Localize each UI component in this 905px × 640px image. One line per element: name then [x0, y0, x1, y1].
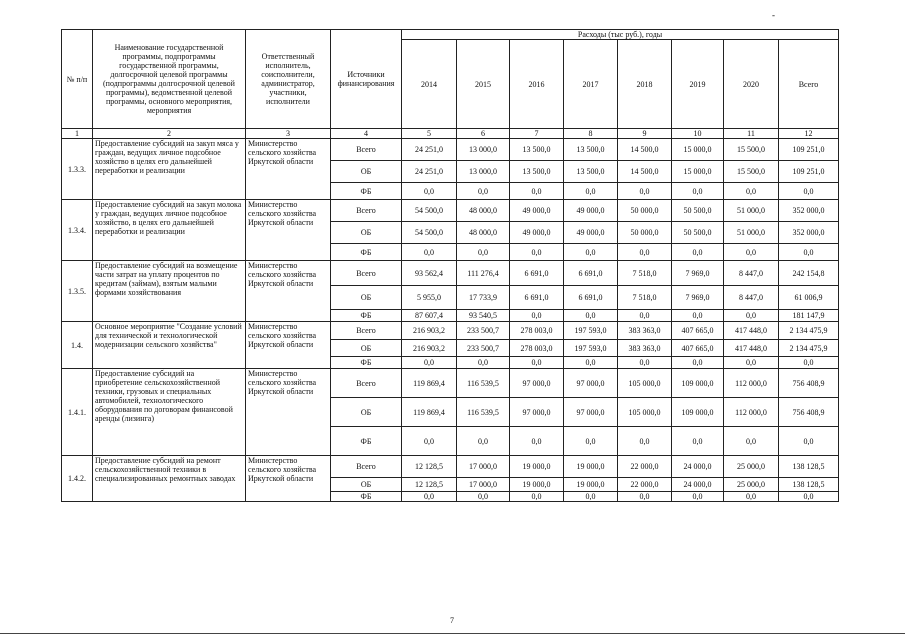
year-value-cell: 0,0: [618, 244, 672, 261]
year-value-cell: 0,0: [510, 357, 564, 369]
item-number: 1.4.2.: [62, 456, 93, 502]
year-value-cell: 0,0: [564, 183, 618, 200]
column-number: 12: [779, 129, 839, 139]
year-value-cell: 278 003,0: [510, 322, 564, 340]
year-value-cell: 0,0: [618, 183, 672, 200]
year-value-cell: 13 500,0: [510, 161, 564, 183]
funding-source: ФБ: [331, 310, 402, 322]
year-value-cell: 87 607,4: [402, 310, 457, 322]
year-value-cell: 0,0: [672, 427, 724, 456]
year-value-cell: 0,0: [724, 244, 779, 261]
year-value-cell: 48 000,0: [457, 200, 510, 222]
page-number: 7: [450, 616, 454, 625]
funding-source: ФБ: [331, 492, 402, 502]
year-value-cell: 407 665,0: [672, 340, 724, 357]
funding-source: Всего: [331, 456, 402, 478]
column-number: 1: [62, 129, 93, 139]
year-value-cell: 19 000,0: [564, 456, 618, 478]
funding-source: ФБ: [331, 244, 402, 261]
column-number: 2: [93, 129, 246, 139]
total-cell: 0,0: [779, 357, 839, 369]
year-value-cell: 0,0: [724, 310, 779, 322]
total-cell: 61 006,9: [779, 286, 839, 310]
header-year: Всего: [779, 40, 839, 129]
year-value-cell: 0,0: [672, 183, 724, 200]
item-name: Предоставление субсидий на закуп молока у граждан, ведущих личное подсобное хозяйство, в целях его дальнейшей переработки и реализации: [93, 200, 246, 261]
year-value-cell: 13 000,0: [457, 139, 510, 161]
total-cell: 109 251,0: [779, 139, 839, 161]
expenditure-table: [61, 29, 839, 502]
total-cell: 138 128,5: [779, 456, 839, 478]
funding-source: Всего: [331, 139, 402, 161]
year-value-cell: 197 593,0: [564, 340, 618, 357]
total-cell: 756 408,9: [779, 369, 839, 398]
year-value-cell: 0,0: [510, 427, 564, 456]
table-row: [62, 200, 839, 222]
column-number: 3: [246, 129, 331, 139]
total-cell: 2 134 475,9: [779, 322, 839, 340]
item-responsible: Министерство сельского хозяйства Иркутской области: [246, 369, 331, 456]
year-value-cell: 50 500,0: [672, 222, 724, 244]
year-value-cell: 0,0: [672, 357, 724, 369]
year-value-cell: 216 903,2: [402, 340, 457, 357]
year-value-cell: 112 000,0: [724, 398, 779, 427]
year-value-cell: 49 000,0: [564, 222, 618, 244]
item-name: Предоставление субсидий на закуп мяса у граждан, ведущих личное подсобное хозяйство в целях его дальнейшей переработки и реализации: [93, 139, 246, 200]
header-year: 2017: [564, 40, 618, 129]
year-value-cell: 0,0: [457, 357, 510, 369]
year-value-cell: 97 000,0: [564, 369, 618, 398]
header-year: 2014: [402, 40, 457, 129]
year-value-cell: 93 540,5: [457, 310, 510, 322]
header-expenses: Расходы (тыс руб.), годы: [402, 30, 839, 40]
year-value-cell: 7 518,0: [618, 261, 672, 286]
total-cell: 0,0: [779, 427, 839, 456]
year-value-cell: 0,0: [564, 244, 618, 261]
year-value-cell: 119 869,4: [402, 398, 457, 427]
year-value-cell: 22 000,0: [618, 478, 672, 492]
year-value-cell: 14 500,0: [618, 161, 672, 183]
year-value-cell: 97 000,0: [564, 398, 618, 427]
item-name: Основное мероприятие "Создание условий для технической и технологической модернизации сельского хозяйства": [93, 322, 246, 369]
year-value-cell: 0,0: [457, 244, 510, 261]
item-number: 1.4.: [62, 322, 93, 369]
column-number: 6: [457, 129, 510, 139]
item-number: 1.4.1.: [62, 369, 93, 456]
year-value-cell: 54 500,0: [402, 200, 457, 222]
year-value-cell: 93 562,4: [402, 261, 457, 286]
year-value-cell: 111 276,4: [457, 261, 510, 286]
year-value-cell: 0,0: [564, 492, 618, 502]
year-value-cell: 50 500,0: [672, 200, 724, 222]
item-name: Предоставление субсидий на возмещение части затрат на уплату процентов по кредитам (займам), взятым малыми формами хозяйствования: [93, 261, 246, 322]
funding-source: ОБ: [331, 286, 402, 310]
year-value-cell: 17 000,0: [457, 456, 510, 478]
item-name: Предоставление субсидий на приобретение сельскохозяйственной техники, грузовых и специальных автомобилей, технологического оборудования по договорам финансовой аренды (лизинга): [93, 369, 246, 456]
year-value-cell: 0,0: [402, 244, 457, 261]
funding-source: Всего: [331, 200, 402, 222]
header-responsible: Ответственный исполнитель, соисполнители, администратор, участники, исполнители: [246, 30, 331, 129]
year-value-cell: 15 000,0: [672, 139, 724, 161]
year-value-cell: 112 000,0: [724, 369, 779, 398]
year-value-cell: 19 000,0: [510, 478, 564, 492]
year-value-cell: 119 869,4: [402, 369, 457, 398]
header-num: № п/п: [62, 30, 93, 129]
total-cell: 0,0: [779, 183, 839, 200]
year-value-cell: 383 363,0: [618, 322, 672, 340]
year-value-cell: 216 903,2: [402, 322, 457, 340]
item-responsible: Министерство сельского хозяйства Иркутской области: [246, 200, 331, 261]
table-row: [62, 261, 839, 286]
year-value-cell: 12 128,5: [402, 456, 457, 478]
total-cell: 181 147,9: [779, 310, 839, 322]
year-value-cell: 105 000,0: [618, 369, 672, 398]
item-name: Предоставление субсидий на ремонт сельскохозяйственной техники в специализированных ремонтных заводах: [93, 456, 246, 502]
year-value-cell: 0,0: [672, 310, 724, 322]
year-value-cell: 0,0: [510, 310, 564, 322]
header-source: Источники финансирования: [331, 30, 402, 129]
column-number: 9: [618, 129, 672, 139]
year-value-cell: 19 000,0: [510, 456, 564, 478]
year-value-cell: 6 691,0: [510, 261, 564, 286]
year-value-cell: 17 000,0: [457, 478, 510, 492]
funding-source: ОБ: [331, 478, 402, 492]
year-value-cell: 233 500,7: [457, 340, 510, 357]
year-value-cell: 0,0: [618, 310, 672, 322]
funding-source: ФБ: [331, 183, 402, 200]
total-cell: 242 154,8: [779, 261, 839, 286]
year-value-cell: 0,0: [618, 427, 672, 456]
year-value-cell: 7 969,0: [672, 261, 724, 286]
item-number: 1.3.3.: [62, 139, 93, 200]
year-value-cell: 417 448,0: [724, 340, 779, 357]
total-cell: 138 128,5: [779, 478, 839, 492]
year-value-cell: 109 000,0: [672, 398, 724, 427]
year-value-cell: 8 447,0: [724, 286, 779, 310]
year-value-cell: 0,0: [564, 357, 618, 369]
total-cell: 0,0: [779, 492, 839, 502]
year-value-cell: 0,0: [564, 427, 618, 456]
year-value-cell: 417 448,0: [724, 322, 779, 340]
funding-source: Всего: [331, 369, 402, 398]
total-cell: 352 000,0: [779, 200, 839, 222]
total-cell: 352 000,0: [779, 222, 839, 244]
year-value-cell: 0,0: [510, 244, 564, 261]
year-value-cell: 116 539,5: [457, 398, 510, 427]
column-number: 4: [331, 129, 402, 139]
year-value-cell: 0,0: [457, 427, 510, 456]
year-value-cell: 0,0: [510, 183, 564, 200]
year-value-cell: 49 000,0: [564, 200, 618, 222]
header-year: 2018: [618, 40, 672, 129]
item-responsible: Министерство сельского хозяйства Иркутской области: [246, 322, 331, 369]
total-cell: 0,0: [779, 244, 839, 261]
year-value-cell: 0,0: [672, 492, 724, 502]
year-value-cell: 105 000,0: [618, 398, 672, 427]
year-value-cell: 50 000,0: [618, 222, 672, 244]
year-value-cell: 17 733,9: [457, 286, 510, 310]
year-value-cell: 0,0: [457, 492, 510, 502]
year-value-cell: 22 000,0: [618, 456, 672, 478]
column-number: 10: [672, 129, 724, 139]
funding-source: ФБ: [331, 357, 402, 369]
year-value-cell: 0,0: [672, 244, 724, 261]
table-row: [62, 322, 839, 340]
year-value-cell: 13 000,0: [457, 161, 510, 183]
header-year: 2015: [457, 40, 510, 129]
year-value-cell: 13 500,0: [564, 139, 618, 161]
header-year: 2020: [724, 40, 779, 129]
year-value-cell: 97 000,0: [510, 398, 564, 427]
funding-source: ФБ: [331, 427, 402, 456]
year-value-cell: 6 691,0: [510, 286, 564, 310]
table-row: [62, 139, 839, 161]
header-year: 2019: [672, 40, 724, 129]
table-row: [62, 456, 839, 478]
year-value-cell: 49 000,0: [510, 200, 564, 222]
year-value-cell: 15 500,0: [724, 161, 779, 183]
corner-mark: -: [772, 10, 775, 20]
column-number: 7: [510, 129, 564, 139]
year-value-cell: 49 000,0: [510, 222, 564, 244]
year-value-cell: 24 000,0: [672, 456, 724, 478]
funding-source: ОБ: [331, 398, 402, 427]
funding-source: Всего: [331, 261, 402, 286]
year-value-cell: 14 500,0: [618, 139, 672, 161]
year-value-cell: 24 251,0: [402, 139, 457, 161]
year-value-cell: 0,0: [618, 357, 672, 369]
year-value-cell: 109 000,0: [672, 369, 724, 398]
year-value-cell: 0,0: [402, 357, 457, 369]
header-name: Наименование государственной программы, подпрограммы государственной программы, долгосрочной целевой программы (подпрограммы долгосрочной целевой программы), ведомственной целевой программы, основного мероприятия, мероприятия: [93, 30, 246, 129]
year-value-cell: 0,0: [402, 183, 457, 200]
year-value-cell: 13 500,0: [510, 139, 564, 161]
year-value-cell: 5 955,0: [402, 286, 457, 310]
year-value-cell: 197 593,0: [564, 322, 618, 340]
year-value-cell: 51 000,0: [724, 222, 779, 244]
funding-source: ОБ: [331, 340, 402, 357]
column-number: 5: [402, 129, 457, 139]
year-value-cell: 15 500,0: [724, 139, 779, 161]
year-value-cell: 0,0: [724, 427, 779, 456]
item-number: 1.3.4.: [62, 200, 93, 261]
year-value-cell: 0,0: [457, 183, 510, 200]
year-value-cell: 233 500,7: [457, 322, 510, 340]
year-value-cell: 7 518,0: [618, 286, 672, 310]
year-value-cell: 51 000,0: [724, 200, 779, 222]
year-value-cell: 48 000,0: [457, 222, 510, 244]
header-year: 2016: [510, 40, 564, 129]
total-cell: 756 408,9: [779, 398, 839, 427]
year-value-cell: 407 665,0: [672, 322, 724, 340]
year-value-cell: 13 500,0: [564, 161, 618, 183]
item-responsible: Министерство сельского хозяйства Иркутской области: [246, 261, 331, 322]
year-value-cell: 0,0: [402, 492, 457, 502]
bottom-rule: [0, 633, 905, 634]
year-value-cell: 12 128,5: [402, 478, 457, 492]
year-value-cell: 25 000,0: [724, 478, 779, 492]
year-value-cell: 25 000,0: [724, 456, 779, 478]
year-value-cell: 0,0: [618, 492, 672, 502]
year-value-cell: 24 000,0: [672, 478, 724, 492]
year-value-cell: 15 000,0: [672, 161, 724, 183]
funding-source: ОБ: [331, 222, 402, 244]
year-value-cell: 6 691,0: [564, 286, 618, 310]
year-value-cell: 24 251,0: [402, 161, 457, 183]
year-value-cell: 97 000,0: [510, 369, 564, 398]
year-value-cell: 8 447,0: [724, 261, 779, 286]
item-number: 1.3.5.: [62, 261, 93, 322]
total-cell: 2 134 475,9: [779, 340, 839, 357]
total-cell: 109 251,0: [779, 161, 839, 183]
column-number: 11: [724, 129, 779, 139]
year-value-cell: 0,0: [724, 357, 779, 369]
year-value-cell: 7 969,0: [672, 286, 724, 310]
year-value-cell: 0,0: [402, 427, 457, 456]
year-value-cell: 0,0: [724, 183, 779, 200]
year-value-cell: 19 000,0: [564, 478, 618, 492]
table-row: [62, 369, 839, 398]
year-value-cell: 54 500,0: [402, 222, 457, 244]
item-responsible: Министерство сельского хозяйства Иркутской области: [246, 139, 331, 200]
year-value-cell: 383 363,0: [618, 340, 672, 357]
year-value-cell: 0,0: [724, 492, 779, 502]
year-value-cell: 116 539,5: [457, 369, 510, 398]
funding-source: ОБ: [331, 161, 402, 183]
column-number: 8: [564, 129, 618, 139]
year-value-cell: 0,0: [564, 310, 618, 322]
year-value-cell: 278 003,0: [510, 340, 564, 357]
item-responsible: Министерство сельского хозяйства Иркутской области: [246, 456, 331, 502]
year-value-cell: 0,0: [510, 492, 564, 502]
funding-source: Всего: [331, 322, 402, 340]
year-value-cell: 50 000,0: [618, 200, 672, 222]
year-value-cell: 6 691,0: [564, 261, 618, 286]
